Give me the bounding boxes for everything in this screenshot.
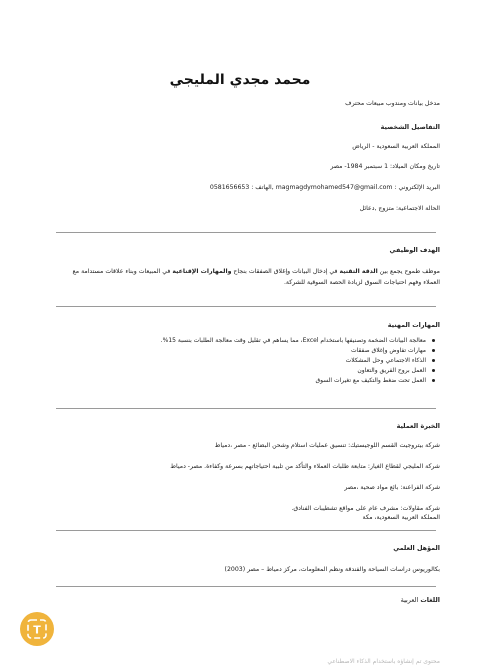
- experience-item: شركة المليجي لقطاع الغيار: متابعة طلبات العملاء والتأكد من تلبية احتياجاتهم بسرعة وكفاءة. مصر- دمياط: [170, 463, 440, 470]
- skills-list: [26, 336, 440, 386]
- experience-item: المملكة العربية السعودية، مكة: [362, 514, 440, 521]
- personal-heading: التفاصيل الشخصية: [380, 123, 440, 131]
- languages-heading: [40, 596, 440, 604]
- experience-item: شركة الفراعنة: بائع مواد صحية ،مصر: [344, 484, 440, 491]
- languages-value: العربية: [400, 596, 419, 604]
- objective-line-2: العملاء وفهم احتياجات السوق لزيادة الحصة السوقية للشركة.: [283, 279, 440, 286]
- education-heading: المؤهل العلمي: [393, 544, 440, 552]
- separator-1: [56, 232, 436, 233]
- experience-heading: الخبرة العملية: [396, 422, 440, 430]
- separator-2: [56, 306, 436, 307]
- skill-item: معالجة البيانات الضخمة وتصنيفها باستخدام Excel، مما يساهم في تقليل وقت معالجة الطلبات بنسبة 15%.: [26, 336, 426, 346]
- skill-item: الذكاء الاجتماعي وحل المشكلات: [26, 356, 426, 366]
- experience-item: شركة مقاولات: مشرف عام على مواقع تشطيبات الفنادق.: [291, 505, 440, 512]
- location-line: المملكة العربية السعودية - الرياض: [352, 143, 440, 150]
- objective-heading: الهدف الوظيفي: [389, 246, 440, 254]
- skills-heading: المهارات المهنية: [387, 321, 440, 329]
- skill-item: العمل تحت ضغط والتكيف مع تغيرات السوق: [26, 376, 426, 386]
- languages-label: اللغات: [420, 596, 440, 604]
- candidate-title: مدخل بيانات ومندوب مبيعات محترف: [345, 100, 440, 107]
- objective-line-1: [40, 268, 440, 276]
- contact-line: البريد الإلكتروني : magmagdymohamed547@gmail.com ,الهاتف : 0581656653: [209, 184, 440, 191]
- separator-5: [56, 586, 436, 587]
- skill-item: العمل بروح الفريق والتعاون: [26, 366, 426, 376]
- marital-line: الحالة الاجتماعية: متزوج ,دعائل: [359, 205, 440, 212]
- objective-bold-1: الدقة التقنية: [339, 268, 378, 275]
- objective-text: موظف طموح يجمع بين: [379, 268, 440, 275]
- objective-bold-2: والمهارات الإقناعية: [172, 268, 232, 275]
- skill-item: مهارات تفاوض وإغلاق صفقات: [26, 346, 426, 356]
- separator-3: [56, 408, 436, 409]
- footer-note: محتوى تم إنشاؤه باستخدام الذكاء الاصطناعي: [327, 658, 440, 665]
- separator-4: [56, 530, 436, 531]
- svg-text:T: T: [33, 623, 41, 637]
- candidate-name: محمد مجدي المليجي: [169, 72, 311, 88]
- objective-text-mid: في إدخال البيانات وإغلاق الصفقات بنجاح: [233, 268, 338, 275]
- objective-text-post: في المبيعات وبناء علاقات مستدامة مع: [72, 268, 171, 275]
- education-item: بكالوريوس دراسات السياحة والفندقة ونظم المعلومات، مركز دمياط – مصر (2003): [224, 566, 440, 573]
- app-logo-icon: [20, 612, 54, 646]
- birth-line: تاريخ ومكان الميلاد: 1 سبتمبر 1984- مصر: [330, 163, 440, 170]
- experience-item: شركة بيتروجيت القسم اللوجيستيك: تنسيق عمليات استلام وشحن البضائع - مصر ،دمياط: [214, 442, 440, 449]
